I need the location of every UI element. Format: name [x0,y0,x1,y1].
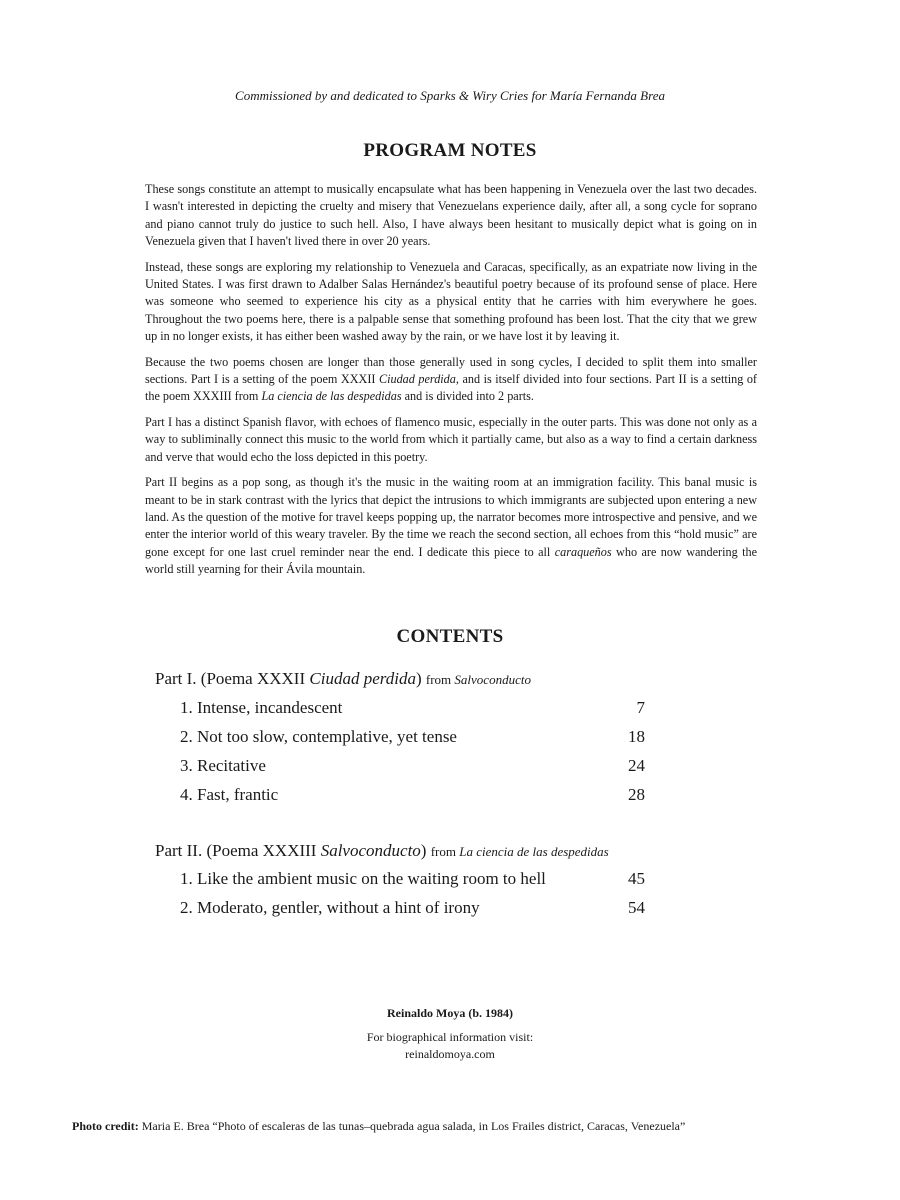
dedication: Commissioned by and dedicated to Sparks & Wiry Cries for María Fernanda Brea [235,88,665,103]
program-notes-title: PROGRAM NOTES [363,140,537,161]
toc-entry[interactable] [180,698,645,722]
composer-website-link[interactable]: reinaldomoya.com [405,1047,495,1061]
toc-entry-label: 1. Like the ambient music on the waiting room to hell [180,869,546,888]
toc-entry-label: 1. Intense, incandescent [180,698,343,717]
part-2-heading: Part II. (Poema XXXIII Salvoconducto) from La ciencia de las despedidas [155,841,609,860]
toc-entry-label: 3. Recitative [180,756,266,775]
toc-entry[interactable] [180,869,645,893]
notes-paragraph: Part I has a distinct Spanish flavor, with echoes of flamenco music, especially in the outer parts. This was done not only as a way to subliminally connect this music to the world from which it partially came, but also as a way to find a certain darkness and verve that would echo the loss depicted in this poetry. [145,414,757,464]
notes-paragraph: These songs constitute an attempt to musically encapsulate what has been happening in Venezuela over the last two decades. I wasn't interested in depicting the cruelty and misery that Venezuelans experience daily, after all, a song cycle for soprano and piano cannot truly do justice to such hell. Also, I have always been hesitant to musically depict what is going on in Venezuela given that I haven't lived there in over 20 years. [145,182,757,249]
toc-entry-page: 7 [636,698,645,717]
toc-entry-page: 28 [628,785,645,804]
toc-entry-page: 18 [628,727,645,746]
toc-entry-page: 45 [628,869,645,888]
toc-entry-label: 4. Fast, frantic [180,785,279,804]
contents-title: CONTENTS [396,626,504,647]
photo-credit [72,1119,872,1134]
toc-entry-page: 54 [628,898,645,917]
toc-entry[interactable] [180,898,645,922]
toc-entry[interactable] [180,727,645,751]
part-1-heading: Part I. (Poema XXXII Ciudad perdida) from Salvoconducto [155,669,531,688]
composer-name: Reinaldo Moya (b. 1984) [387,1006,513,1020]
bio-line: For biographical information visit: [366,1030,534,1044]
toc-entry-label: 2. Moderato, gentler, without a hint of irony [180,898,480,917]
toc-entry-label: 2. Not too slow, contemplative, yet tense [180,727,457,746]
photo-credit-label: Photo credit: [72,1119,139,1133]
toc-entry[interactable] [180,785,645,809]
photo-credit-text: Maria E. Brea “Photo of escaleras de las tunas–quebrada agua salada, in Los Frailes district, Caracas, Venezuela” [138,1119,686,1133]
toc-entry-page: 24 [628,756,645,775]
composer-bio [0,1029,900,1063]
toc-entry[interactable] [180,756,645,780]
notes-paragraph: Because the two poems chosen are longer than those generally used in song cycles, I decided to split them into smaller sections. Part I is a setting of the poem XXXII Ciudad perdida, and is itself divided into four sections. Part II is a setting of the poem XXXIII from La ciencia de las despedidas and is divided into 2 parts. [145,354,757,404]
program-notes-body [145,181,757,587]
notes-paragraph: Part II begins as a pop song, as though it's the music in the waiting room at an immigration facility. This banal music is meant to be in stark contrast with the lyrics that depict the intrusions to which immigrants are subjected upon entering a new land. As the question of the motive for travel keeps popping up, the narrator becomes more introspective and pensive, and we enter the interior world of this weary traveler. By the time we reach the second section, all echoes from this “hold music” are gone except for one last cruel reminder near the end. I dedicate this piece to all caraqueños who are now wandering the world still yearning for their Ávila mountain. [145,475,757,577]
notes-paragraph: Instead, these songs are exploring my relationship to Venezuela and Caracas, specifically, as an expatriate now living in the United States. I was first drawn to Adalber Salas Hernández's beautiful poetry because of its profound sense of place. Here was someone who seemed to experience his city as a physical entity that he carries with him everywhere he goes. Throughout the two poems here, there is a palpable sense that something profound has been lost. That the city that we grew up in no longer exists, it has either been washed away by the rain, or we have lost it by leaving it. [145,259,757,344]
